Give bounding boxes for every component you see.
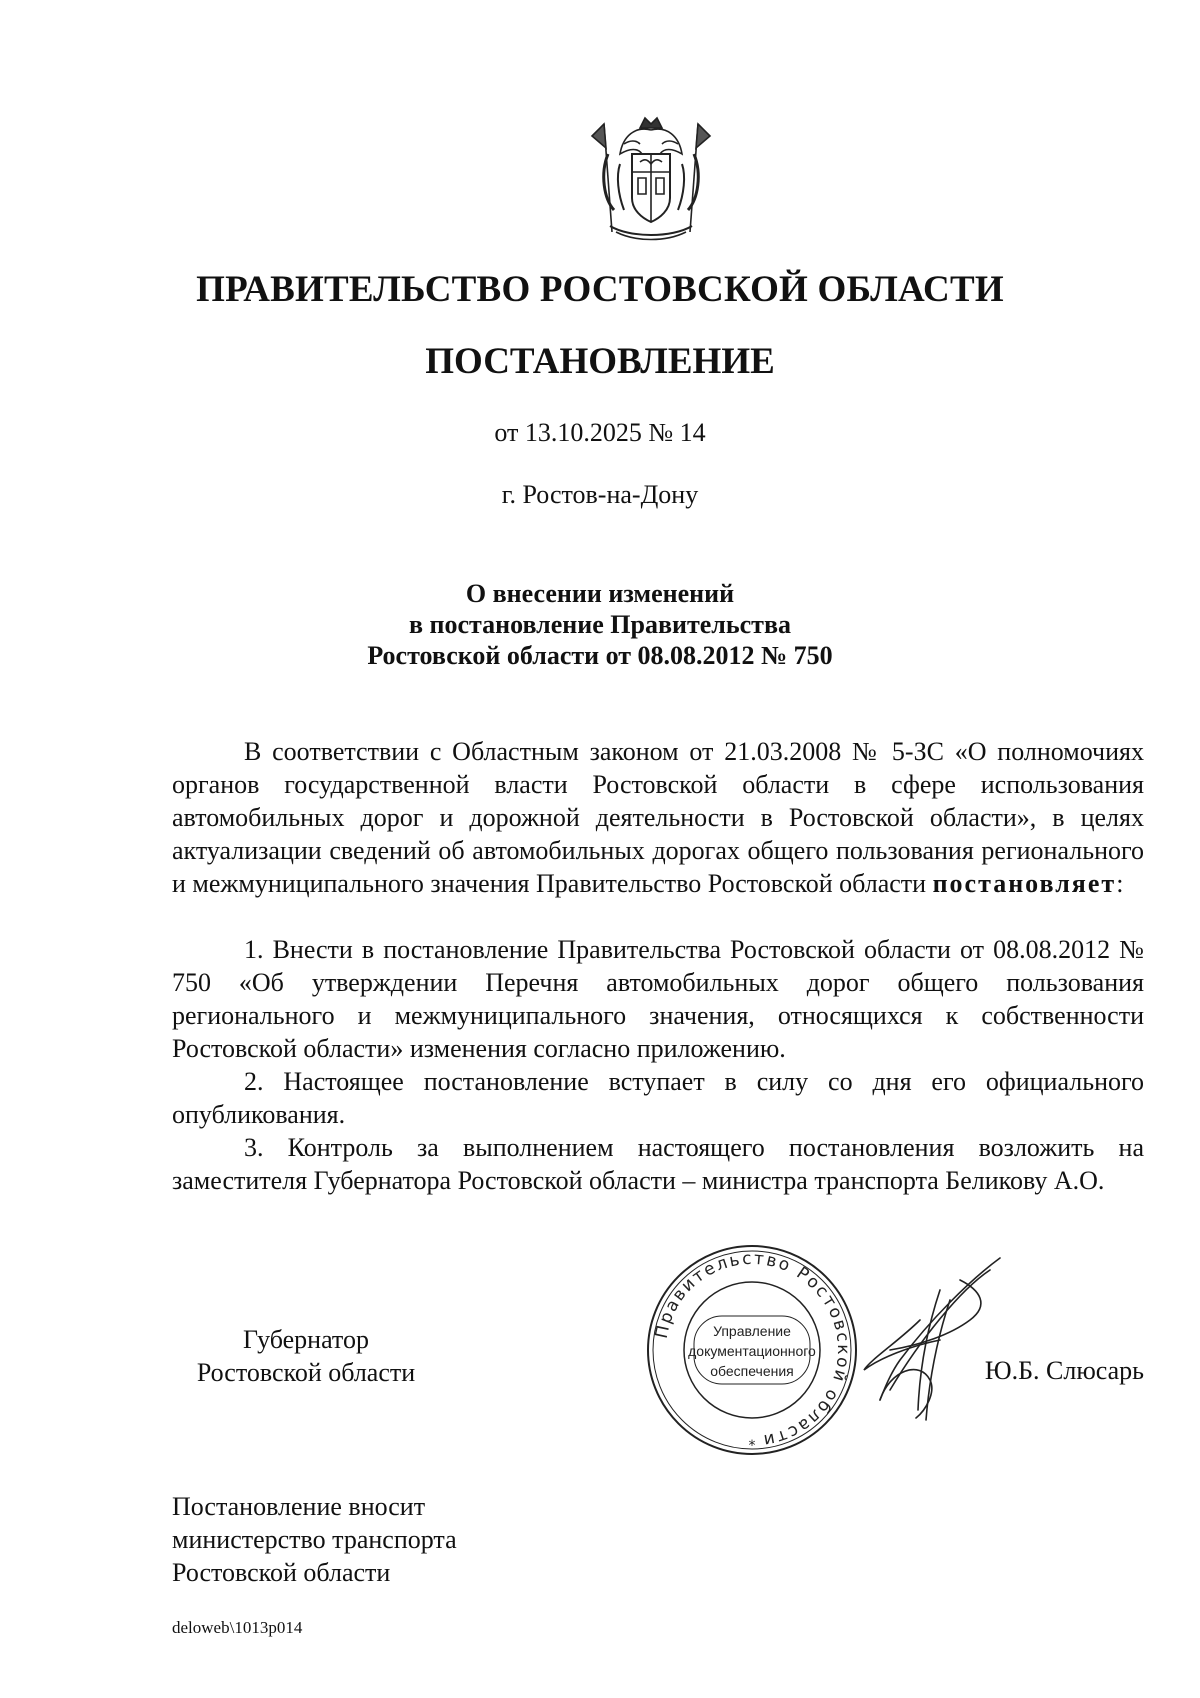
item-paragraph-1: 1. Внести в постановление Правительства Ростовской области от 08.08.2012 № 750 «Об утверждении Перечня автомобильных дорог общего пользования регионального и межмуниципального значения, относящихся к собственности Ростовской области» изменения согласно приложению. xyxy=(172,935,1144,1063)
preamble-tail: : xyxy=(1116,869,1124,898)
document-subject xyxy=(0,578,1200,671)
preamble-paragraph xyxy=(172,735,1144,900)
preamble-text: В соответствии с Областным законом от 21.03.2008 № 5-ЗС «О полномочиях органов государственной власти Ростовской области в сфере использования автомобильных дорог и дорожной деятельности в Ростовской области», в целях актуализации сведений об автомобильных дорогах общего пользования регионального и межмуниципального значения Правительство Ростовской области xyxy=(172,737,1144,898)
submitted-by-line: Ростовской области xyxy=(172,1558,391,1587)
submitted-by-line: Постановление вносит xyxy=(172,1492,426,1521)
document-type: ПОСТАНОВЛЕНИЕ xyxy=(425,341,775,382)
signatory-role-line: Ростовской области xyxy=(196,1358,416,1387)
subject-line: Ростовской области от 08.08.2012 № 750 xyxy=(367,641,833,670)
signatory-role xyxy=(176,1323,436,1389)
paragraph-gap xyxy=(172,900,1144,933)
seal-center-line: обеспечения xyxy=(710,1363,794,1379)
signatory-name: Ю.Б. Слюсарь xyxy=(984,1356,1144,1385)
coat-of-arms-icon xyxy=(590,114,712,244)
seal-star-icon: * xyxy=(748,1438,756,1454)
organization-title: ПРАВИТЕЛЬСТВО РОСТОВСКОЙ ОБЛАСТИ xyxy=(196,269,1004,310)
item-paragraph-2: 2. Настоящее постановление вступает в силу со дня его официального опубликования. xyxy=(172,1067,1144,1129)
submitted-by xyxy=(172,1490,672,1589)
seal-ring-text: Правительство Ростовской области xyxy=(651,1248,854,1451)
submitted-by-line: министерство транспорта xyxy=(172,1525,457,1554)
official-seal xyxy=(642,1240,862,1460)
seal-center-line: Управление xyxy=(713,1323,791,1339)
document-city: г. Ростов-на-Дону xyxy=(501,480,699,509)
item-paragraph-3: 3. Контроль за выполнением настоящего постановления возложить на заместителя Губернатора Ростовской области – министра транспорта Беликову А.О. xyxy=(172,1133,1144,1195)
document-body xyxy=(172,735,1144,1197)
resolves-word: постановляет xyxy=(932,869,1117,898)
document-date-number: от 13.10.2025 № 14 xyxy=(494,418,706,447)
handwritten-signature xyxy=(860,1250,1010,1425)
seal-center-line: документационного xyxy=(688,1343,816,1359)
subject-line: в постановление Правительства xyxy=(408,610,791,639)
document-id: deloweb\1013p014 xyxy=(172,1618,303,1637)
subject-line: О внесении изменений xyxy=(465,579,735,608)
signatory-role-line: Губернатор xyxy=(243,1325,369,1354)
